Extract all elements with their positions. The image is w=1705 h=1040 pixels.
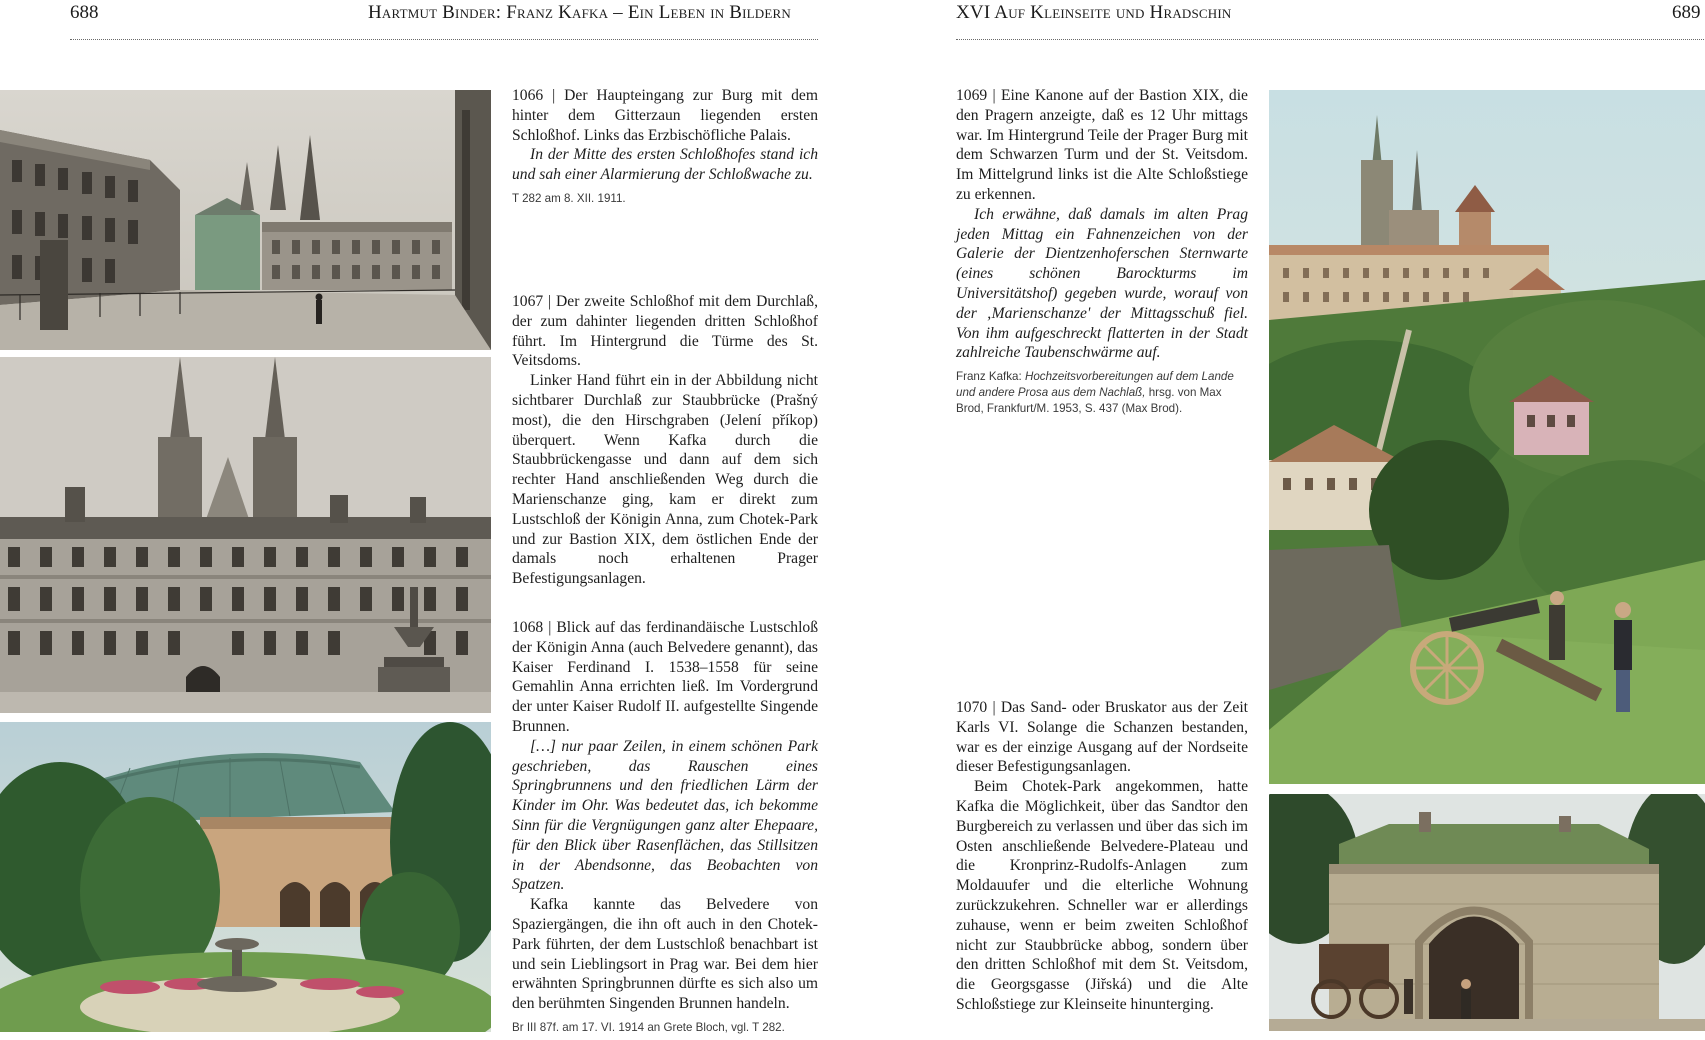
caption-number: 1070 | — [956, 699, 996, 716]
caption-1070 — [956, 698, 1248, 1015]
caption-number: 1069 | — [956, 87, 996, 104]
caption-paragraph: Linker Hand führt ein in der Abbildung nicht sichtbarer Durchlaß zur Staubbrücke (Prašný most), die den Hirschgraben (Jelení příkop) überquert. Wenn Kafka durch die Staubbrückengasse und dann auf dem sich rechter Hand anschließenden Weg durch die Marienschanze ging, kam er direkt zum Lustschloß der Königin Anna, zum Chotek-Park und zur Bastion XIX, dem östlichen Ende der damals noch erhaltenen Prager Befestigungsanlagen. — [512, 372, 818, 588]
caption-1068 — [512, 618, 818, 1036]
caption-text: Eine Kanone auf der Bastion XIX, die den Pragern anzeigte, daß es 12 Uhr mittags war. Im Hintergrund Teile der Prager Burg mit dem Schwarzen Turm und der St. Veitsdom. Im Mittelgrund links ist die Alte Schloßstiege zu erkennen. — [956, 87, 1248, 203]
caption-paragraph: Kafka kannte das Belvedere von Spaziergängen, die ihn oft auch in den Chotek-Park führten, der dem Lustschloß benachbart ist und sein Lieblingsort in Prag war. Bei dem hier erwähnten Springbrunnen dürfte es sich also um den berühmten Singenden Brunnen handeln. — [512, 896, 818, 1013]
page-number-left: 688 — [70, 2, 99, 23]
caption-source: Br III 87f. am 17. VI. 1914 an Grete Bloch, vgl. T 282. — [512, 1020, 785, 1034]
header-rule-right — [956, 39, 1704, 40]
caption-number: 1068 | — [512, 619, 552, 636]
source-details: hrsg. von Max Brod, Frankfurt/M. 1953, S. 437 (Max Brod). — [956, 386, 1222, 416]
caption-source — [956, 369, 1248, 417]
photo-first-castle-courtyard — [0, 90, 491, 350]
caption-1069 — [956, 86, 1248, 417]
caption-number: 1066 | — [512, 87, 556, 104]
caption-text: Der zweite Schloßhof mit dem Durchlaß, der zum dahinter liegenden dritten Schloßhof führt. Im Hintergrund die Türme des St. Veitsdoms. — [512, 293, 818, 370]
caption-number: 1067 | — [512, 293, 552, 310]
caption-quote: […] nur paar Zeilen, in einem schönen Park geschrieben, das Rauschen eines Springbrunnens und den friedlichen Lärm der Kinder im Ohr. Was bedeutet das, ich bekomme Sinn für die Vergnügungen ganz alter Ehepaare, für den Blick über Rasenflächen, das Stillsitzen in der Abendsonne, das Beobachten von Spatzen. — [512, 737, 818, 894]
photo-sand-gate-bruskator — [1269, 794, 1705, 1031]
source-title: Hochzeitsvorbereitungen auf dem Lande und andere Prosa aus dem Nachlaß, — [956, 370, 1234, 400]
caption-source: T 282 am 8. XII. 1911. — [512, 191, 626, 205]
source-author: Franz Kafka: — [956, 370, 1022, 384]
photo-second-castle-courtyard — [0, 357, 491, 713]
photo-belvedere-singing-fountain — [0, 722, 491, 1032]
running-head-left: Hartmut Binder: Franz Kafka – Ein Leben in Bildern — [368, 2, 791, 23]
caption-paragraph: Beim Chotek-Park angekommen, hatte Kafka die Möglichkeit, über das Sandtor den Burgbereich zu verlassen und über das sich im Osten anschließende Belvedere-Plateau und die Kronprinz-Rudolfs-Anlagen zum Moldauufer und die elterliche Wohnung zurückzukehren. Schneller war er allerdings zuhause, wenn er beim zweiten Schloßhof nicht zur Staubbrücke abbog, sondern über den dritten Schloßhof mit dem St. Veitsdom, die Georgsgasse (Jiřská) und die Alte Schloßstiege zur Kleinseite hinunterging. — [956, 778, 1248, 1013]
header-rule-left — [70, 39, 818, 40]
caption-text: Der Haupteingang zur Burg mit dem hinter dem Gitterzaun liegenden ersten Schloßhof. Links das Erzbischöfliche Palais. — [512, 87, 818, 144]
caption-text: Das Sand- oder Bruskator aus der Zeit Karls VI. Solange die Schanzen bestanden, war es der einzige Ausgang auf der Nordseite dieser Befestigungsanlagen. — [956, 699, 1248, 776]
caption-quote: Ich erwähne, daß damals im alten Prag jeden Mittag ein Fahnenzeichen von der Galerie der Dientzenhoferschen Sternwarte (eines schönen Barockturms im Universitätshof) gegeben wurde, worauf von der ‚Marienschanze' der Mittagsschuß fiel. Von ihm aufgeschreckt flatterten in der Stadt zahlreiche Taubenschwärme auf. — [956, 205, 1248, 362]
caption-text: Blick auf das ferdinandäische Lustschloß der Königin Anna (auch Belvedere genannt), das Kaiser Ferdinand I. 1538–1558 für seine Gemahlin Anna errichten ließ. Im Vordergrund der unter Kaiser Rudolf II. aufgestellte Singende Brunnen. — [512, 619, 818, 735]
caption-quote: In der Mitte des ersten Schloßhofes stand ich und sah einer Alarmierung der Schloßwache zu. — [512, 146, 818, 184]
page-number-right: 689 — [1672, 2, 1701, 23]
photo-cannon-bastion-xix — [1269, 90, 1705, 784]
caption-1066 — [512, 86, 818, 207]
running-head-right: XVI Auf Kleinseite und Hradschin — [956, 2, 1232, 23]
caption-1067 — [512, 292, 818, 589]
